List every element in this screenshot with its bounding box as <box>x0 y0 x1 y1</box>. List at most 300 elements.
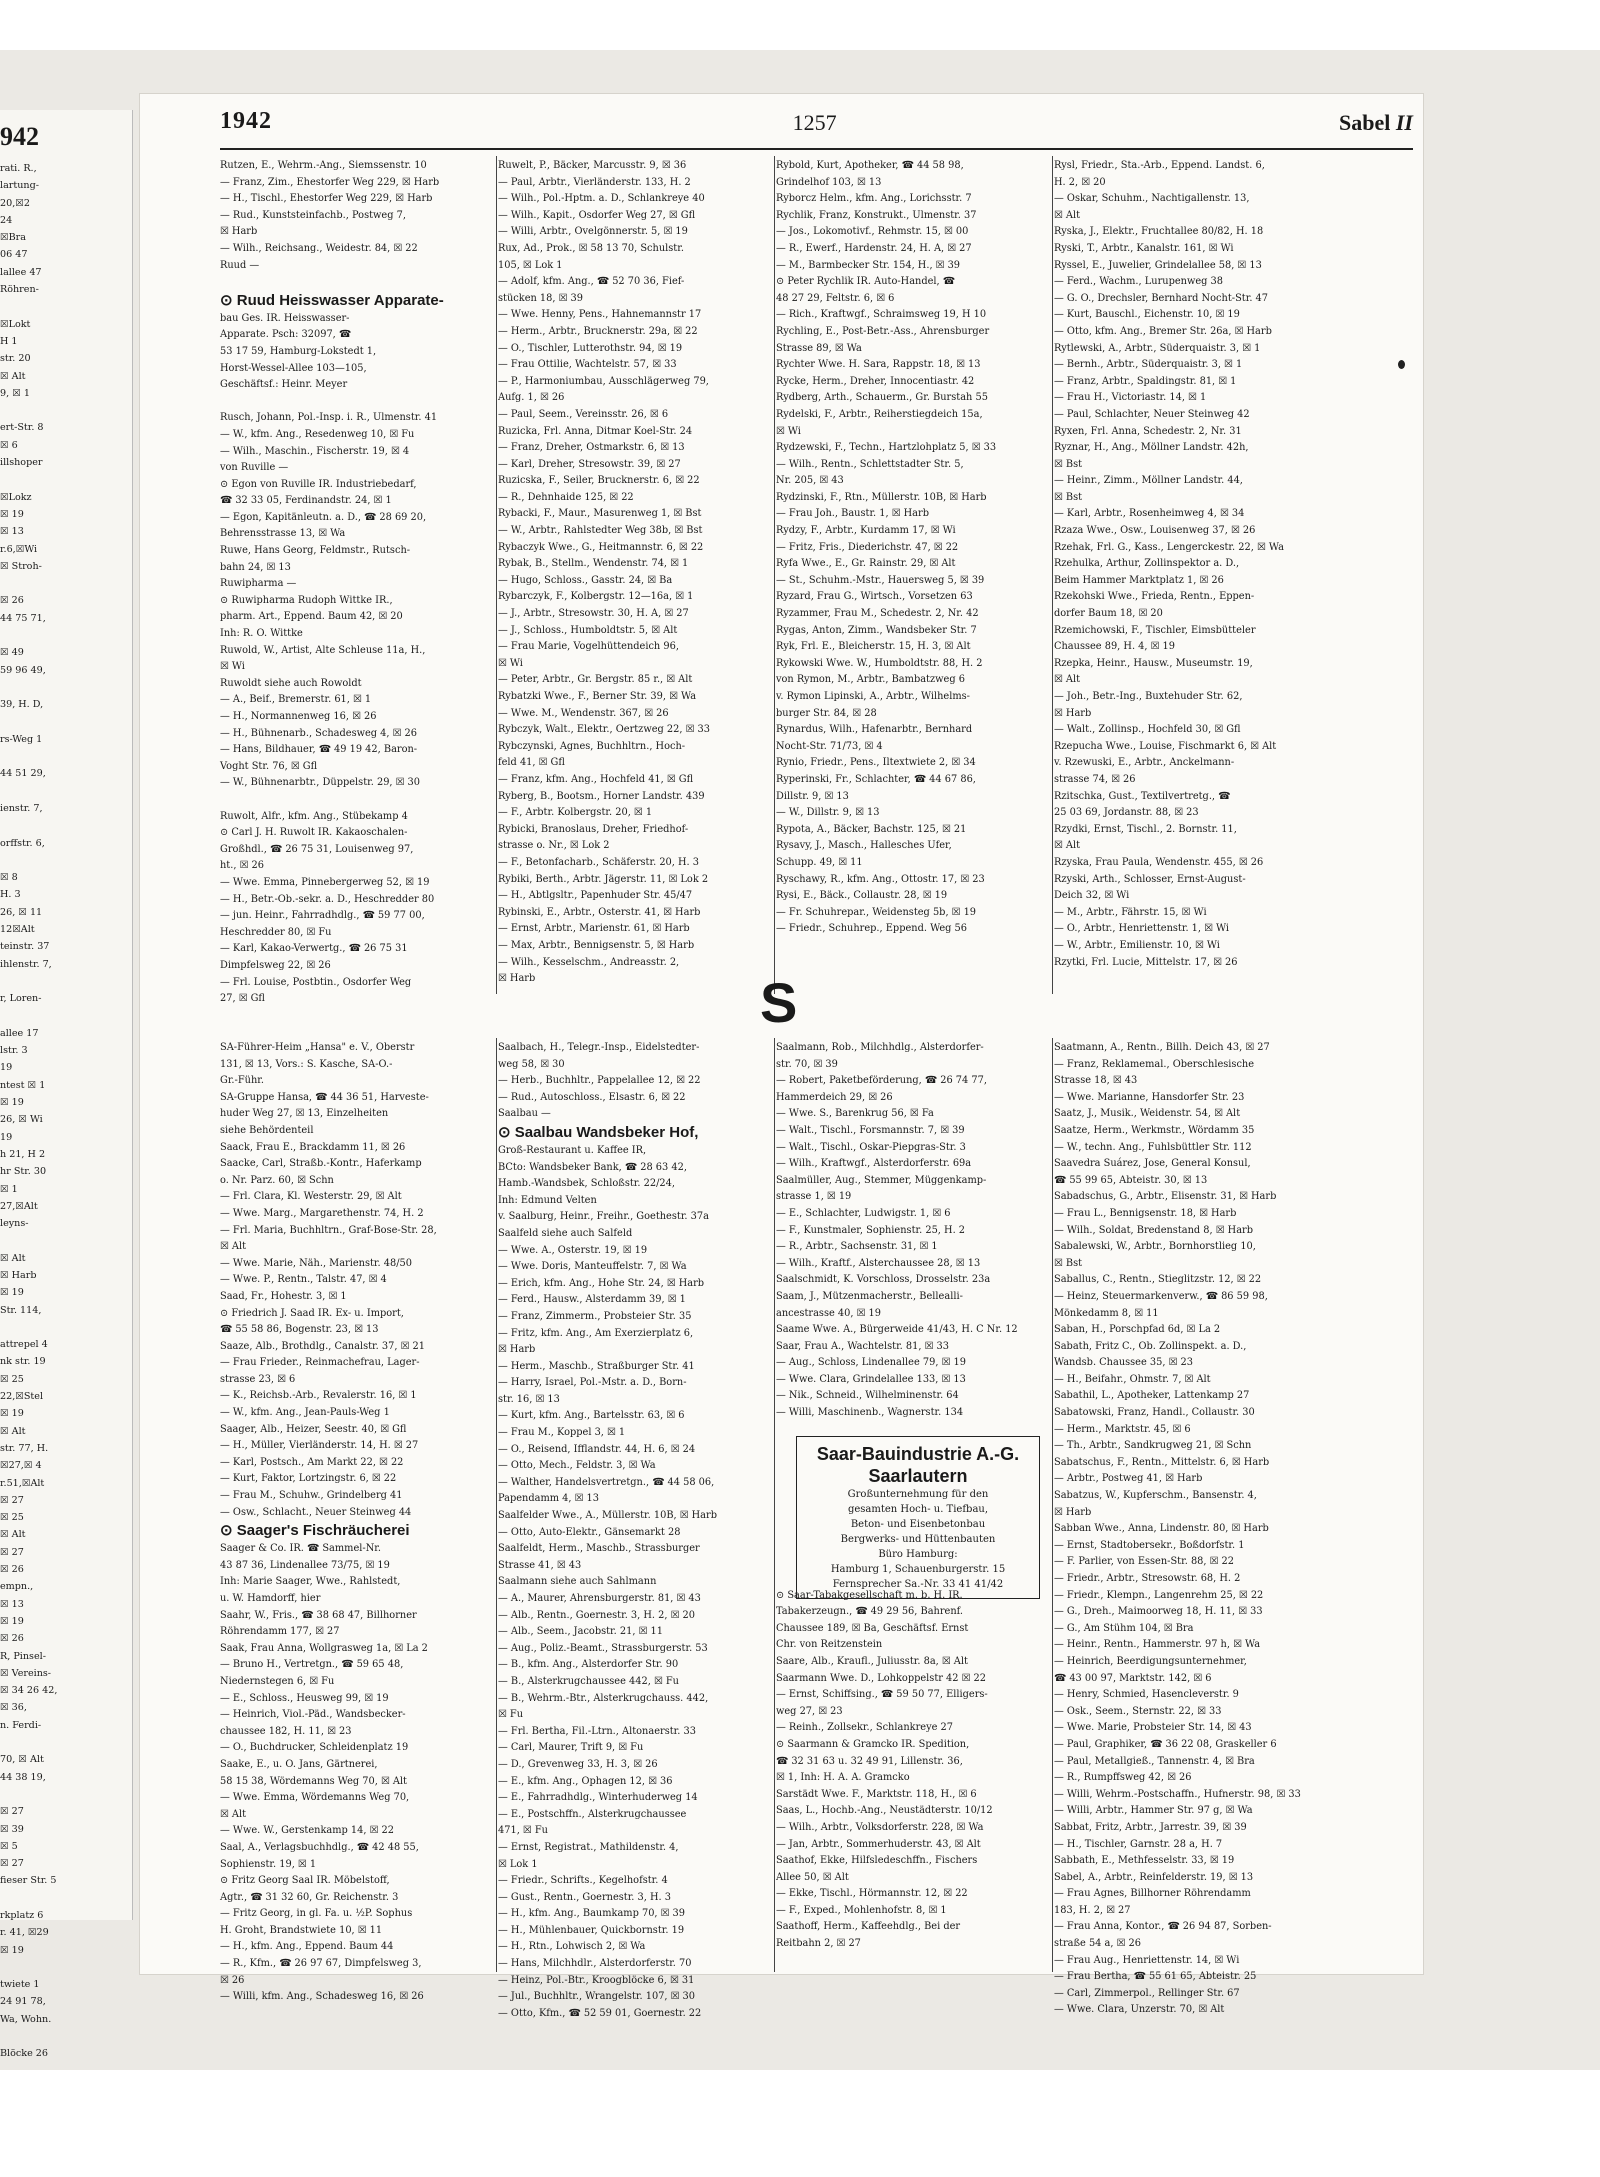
previous-page-line: illshoper <box>0 457 43 469</box>
directory-entry-line: Ryzard, Frau G., Wirtsch., Vorsetzen 63 <box>776 591 973 603</box>
directory-entry-line: Nr. 205, ☒ 43 <box>776 475 844 487</box>
directory-entry-line: Horst-Wessel-Allee 103—105, <box>220 362 367 374</box>
directory-entry-line: — Ferd., Hausw., Alsterdamm 39, ☒ 1 <box>498 1294 686 1306</box>
directory-entry-line: Ruwe, Hans Georg, Feldmstr., Rutsch- <box>220 545 411 557</box>
directory-entry-line: — H., Betr.-Ob.-sekr. a. D., Heschredder 80 <box>220 893 435 905</box>
directory-entry-line: 105, ☒ Lok 1 <box>498 259 563 271</box>
directory-entry-line: Saatze, Herm., Werkmstr., Wördamm 35 <box>1054 1124 1255 1136</box>
previous-page-line <box>0 679 132 696</box>
header-range-roman: II <box>1395 110 1413 135</box>
previous-page-line: 26, ☒ 11 <box>0 906 43 918</box>
directory-entry-line: — Nik., Schneid., Wilhelminenstr. 64 <box>776 1390 959 1402</box>
previous-page-line: ☒ Alt <box>0 1425 26 1437</box>
directory-entry-line: Sabel, A., Arbtr., Reinfelderstr. 19, ☒ 13 <box>1054 1871 1254 1883</box>
directory-entry-line: Rybold, Kurt, Apotheker, ☎ 44 58 98, <box>776 160 964 171</box>
previous-page-line: ☒ 39 <box>0 1823 24 1835</box>
directory-entry-line: Saathoff, Herm., Kaffeehdlg., Bei der <box>776 1921 961 1933</box>
directory-entry-line: Saballus, C., Rentn., Stieglitzstr. 12, ☒ 22 <box>1054 1274 1262 1286</box>
directory-entry-line: — Wilh., Soldat, Bredenstand 8, ☒ Harb <box>1054 1224 1254 1236</box>
directory-entry-line: — O., Buchdrucker, Schleidenplatz 19 <box>220 1742 409 1754</box>
column-divider <box>1052 1038 1053 1972</box>
directory-entry-line: Chaussee 89, H. 4, ☒ 19 <box>1054 641 1176 653</box>
directory-entry-line: — Willi, kfm. Ang., Schadesweg 16, ☒ 26 <box>220 1991 424 2003</box>
previous-page-line: 70, ☒ Alt <box>0 1754 44 1766</box>
previous-page-line: 44 38 19, <box>0 1771 46 1783</box>
previous-page-line: ☒ 26 <box>0 595 24 607</box>
directory-entry-line: — Wwe. Marianne, Hansdorfer Str. 23 <box>1054 1091 1245 1103</box>
directory-entry-line: Rysi, E., Bäck., Collaustr. 28, ☒ 19 <box>776 890 948 902</box>
directory-entry-line: Reitbahn 2, ☒ 27 <box>776 1938 861 1950</box>
directory-entry-line: — W., Arbtr., Rahlstedter Weg 38b, ☒ Bst <box>498 525 703 537</box>
directory-entry-line: — Alb., Rentn., Goernestr. 3, H. 2, ☒ 20 <box>498 1609 695 1621</box>
directory-entry-line: Saalmann siehe auch Sahlmann <box>498 1576 657 1588</box>
directory-entry-line: — Willi, Wehrm.-Postschaffn., Hufnerstr. 98, ☒ 33 <box>1054 1788 1301 1800</box>
directory-entry-line: — R., Ewerf., Hardenstr. 24, H. A, ☒ 27 <box>776 242 972 254</box>
directory-entry-line <box>220 394 488 411</box>
directory-entry-line: — Walt., Tischl., Forsmannstr. 7, ☒ 39 <box>776 1124 965 1136</box>
previous-page-line: ☒ 19 <box>0 1097 24 1109</box>
previous-page-line <box>0 1959 132 1976</box>
previous-page-line: n. Ferdi- <box>0 1719 42 1731</box>
previous-page-line: ☒ 13 <box>0 526 24 538</box>
directory-entry-line: ⊙ Ruwipharma Rudoph Wittke IR., <box>220 594 393 606</box>
directory-entry-line: Rybatzki Wwe., F., Berner Str. 39, ☒ Wa <box>498 691 697 702</box>
previous-page-line <box>0 1786 132 1803</box>
column-bottom-4 <box>1054 1040 1322 2016</box>
directory-entry-line: Saavedra Suárez, Jose, General Konsul, <box>1054 1158 1251 1170</box>
previous-page-line: R, Pinsel- <box>0 1650 46 1662</box>
directory-entry-line: — Henry, Schmied, Hasencleverstr. 9 <box>1054 1689 1239 1701</box>
previous-page-line: ☒ Stroh- <box>0 560 42 572</box>
directory-entry-line: Saatmann, A., Rentn., Billh. Deich 43, ☒ 27 <box>1054 1042 1270 1053</box>
directory-entry-line: Sophienstr. 19, ☒ 1 <box>220 1858 317 1870</box>
directory-entry-line: feld 41, ☒ Gfl <box>498 757 565 769</box>
column-divider <box>496 156 497 994</box>
directory-entry-line: Dimpfelsweg 22, ☒ 26 <box>220 959 331 971</box>
directory-entry-line: ☒ 1, Inh: H. A. A. Gramcko <box>776 1772 910 1784</box>
directory-entry-line: — Frau M., Koppel 3, ☒ 1 <box>498 1427 626 1439</box>
directory-entry-line: — Gust., Rentn., Goernestr. 3, H. 3 <box>498 1891 672 1903</box>
directory-entry-line: Agtr., ☎ 31 32 60, Gr. Reichenstr. 3 <box>220 1891 399 1903</box>
ad-line: gesamten Hoch- u. Tiefbau, <box>847 1504 989 1515</box>
previous-page-line: Röhren- <box>0 284 39 296</box>
directory-entry-line: — Paul, Graphiker, ☎ 36 22 08, Graskeller 6 <box>1054 1738 1277 1750</box>
directory-entry-line: Saalmüller, Aug., Stemmer, Müggenkamp- <box>776 1174 987 1186</box>
ad-line: Großunternehmung für den <box>847 1489 989 1500</box>
directory-entry-line: Sabath, Fritz C., Ob. Zollinspekt. a. D., <box>1054 1340 1247 1352</box>
directory-entry-line: — Peter, Arbtr., Gr. Bergstr. 85 r., ☒ Alt <box>498 674 693 686</box>
directory-entry-line: von Rymon, M., Arbtr., Bambatzweg 6 <box>776 674 965 686</box>
previous-page-line: r. 41, ☒29 <box>0 1927 49 1939</box>
previous-page-line <box>0 852 132 869</box>
directory-entry-line: H. Groht, Brandstwiete 10, ☒ 11 <box>220 1924 383 1936</box>
directory-entry-line: — D., Grevenweg 33, H. 3, ☒ 26 <box>498 1758 658 1770</box>
directory-entry-line: Rydzy, F., Arbtr., Kurdamm 17, ☒ Wi <box>776 525 956 537</box>
directory-entry-line: — H., Bühnenarb., Schadesweg 4, ☒ 26 <box>220 727 418 739</box>
directory-entry-line: Hammerdeich 29, ☒ 26 <box>776 1091 893 1103</box>
ad-line: Hamburg 1, Schauenburgerstr. 15 <box>830 1564 1006 1575</box>
directory-entry-line: Saame Wwe. A., Bürgerweide 41/43, H. C Nr. 12 <box>776 1324 1018 1336</box>
directory-entry-line: chaussee 182, H. 11, ☒ 23 <box>220 1725 352 1737</box>
directory-entry-line: Gr.-Führ. <box>220 1075 264 1087</box>
previous-page-line: str. 20 <box>0 353 31 365</box>
directory-entry-line: — Franz, Arbtr., Spaldingstr. 81, ☒ 1 <box>1054 375 1237 387</box>
header-range <box>1339 110 1413 136</box>
previous-page-line: allee 17 <box>0 1027 39 1039</box>
previous-page-line: 12☒Alt <box>0 924 35 936</box>
directory-entry-line: — Wwe. Doris, Manteuffelstr. 7, ☒ Wa <box>498 1261 687 1273</box>
directory-entry-line: ☒ Bst <box>1054 491 1083 503</box>
directory-entry-line: Saalfeld siehe auch Salfeld <box>498 1227 633 1239</box>
directory-entry-line: Röhrendamm 177, ☒ 27 <box>220 1626 340 1638</box>
directory-entry-line: strasse o. Nr., ☒ Lok 2 <box>498 840 610 852</box>
directory-entry-line: — Reinh., Zollsekr., Schlankreye 27 <box>776 1722 953 1734</box>
directory-entry-line: von Ruville — <box>220 462 289 474</box>
directory-entry-line: — B., Alsterkrugchaussee 442, ☒ Fu <box>498 1675 679 1687</box>
previous-page-line: ☒ 27 <box>0 1858 24 1870</box>
directory-entry-line: ⊙ Saalbau Wandsbeker Hof, <box>498 1123 699 1141</box>
directory-entry-line: — H., Tischler, Garnstr. 28 a, H. 7 <box>1054 1838 1223 1850</box>
directory-entry-line: Saarmann Wwe. D., Lohkoppelstr 42 ☒ 22 <box>776 1672 986 1684</box>
previous-page-line: ☒ 34 26 42, <box>0 1685 58 1697</box>
directory-entry-line: — Karl, Postsch., Am Markt 22, ☒ 22 <box>220 1456 404 1468</box>
previous-page-line: leyns- <box>0 1218 29 1230</box>
directory-entry-line: 183, H. 2, ☒ 27 <box>1054 1904 1131 1916</box>
directory-entry-line: Saaze, Alb., Brothdlg., Canalstr. 37, ☒ 21 <box>220 1340 425 1352</box>
directory-entry-line: — R., Kfm., ☎ 26 97 67, Dimpfelsweg 3, <box>220 1958 422 1970</box>
directory-entry-line: ☒ Alt <box>1054 674 1081 686</box>
directory-entry-line: Rzaza Wwe., Osw., Louisenweg 37, ☒ 26 <box>1054 525 1256 537</box>
previous-page-line: ☒27,☒ 4 <box>0 1460 42 1472</box>
directory-entry-line: — E., Schlachter, Ludwigstr. 1, ☒ 6 <box>776 1207 951 1219</box>
directory-entry-line: Strasse 18, ☒ 43 <box>1054 1075 1138 1087</box>
ad-line: Fernsprecher Sa.-Nr. 33 41 41/42 <box>832 1579 1004 1590</box>
directory-entry-line: — Wwe. Emma, Pinnebergerweg 52, ☒ 19 <box>220 876 430 888</box>
previous-page-lines <box>0 160 132 2063</box>
previous-page-line <box>0 1008 132 1025</box>
directory-entry-line: — F. Parlier, von Essen-Str. 88, ☒ 22 <box>1054 1556 1235 1568</box>
directory-entry-line: — Fritz Georg, in gl. Fa. u. ½P. Sophus <box>220 1908 413 1920</box>
directory-entry-line: dorfer Baum 18, ☒ 20 <box>1054 608 1163 620</box>
directory-entry-line: BCto: Wandsbeker Bank, ☎ 28 63 42, <box>498 1161 687 1173</box>
directory-entry-line: Rynio, Friedr., Pens., Iltextwiete 2, ☒ 34 <box>776 757 976 769</box>
directory-entry-line: — H., kfm. Ang., Eppend. Baum 44 <box>220 1941 394 1953</box>
previous-page-line: lstr. 3 <box>0 1045 28 1057</box>
directory-entry-line: Heschredder 80, ☒ Fu <box>220 926 332 938</box>
directory-entry-line: — Fr. Schuhrepar., Weidensteg 5b, ☒ 19 <box>776 906 977 918</box>
directory-entry-line: — Karl, Dreher, Stresowstr. 39, ☒ 27 <box>498 458 681 470</box>
directory-entry-line: Sabadschus, G., Arbtr., Elisenstr. 31, ☒ Harb <box>1054 1191 1277 1203</box>
directory-entry-line: — H., Mühlenbauer, Quickbornstr. 19 <box>498 1924 685 1936</box>
previous-page-year: 942 <box>0 122 39 151</box>
directory-entry-line: — Frl. Bertha, Fil.-Ltrn., Altonaerstr. 33 <box>498 1725 696 1737</box>
directory-entry-line: — H., kfm. Ang., Baumkamp 70, ☒ 39 <box>498 1908 686 1920</box>
directory-entry-line: v. Saalburg, Heinr., Freihr., Goethestr. 37a <box>498 1211 709 1223</box>
column-top-3 <box>776 158 1044 993</box>
directory-entry-line: Ruwipharma — <box>220 578 297 590</box>
directory-entry-line: Ryborcz Helm., kfm. Ang., Lorichsstr. 7 <box>776 193 972 205</box>
directory-entry-line: Rybczyk, Walt., Elektr., Oertzweg 22, ☒ 33 <box>498 724 710 736</box>
directory-entry-line: Rybicki, Branoslaus, Dreher, Friedhof- <box>498 823 689 835</box>
previous-page-line: ☒ 6 <box>0 439 18 451</box>
previous-page-line: ienstr. 7, <box>0 802 43 814</box>
directory-entry-line: ⊙ Egon von Ruville IR. Industriebedarf, <box>220 478 417 490</box>
directory-entry-line: — Walt., Tischl., Oskar-Piepgras-Str. 3 <box>776 1141 966 1153</box>
ad-title: Saar-Bauindustrie A.-G. <box>816 1444 1020 1464</box>
directory-entry-line: — G., Am Stühm 104, ☒ Bra <box>1054 1622 1194 1634</box>
previous-page-line: h 21, H 2 <box>0 1148 46 1160</box>
directory-entry-line: Saacke, Carl, Straßb.-Kontr., Haferkamp <box>220 1158 422 1170</box>
previous-page-line <box>0 402 132 419</box>
directory-entry-line: — Wwe. S., Barenkrug 56, ☒ Fa <box>776 1108 934 1120</box>
directory-entry-line: Saager, Alb., Heizer, Seestr. 40, ☒ Gfl <box>220 1423 407 1435</box>
directory-entry-line: Saak, Frau Anna, Wollgrasweg 1a, ☒ La 2 <box>220 1642 428 1654</box>
directory-entry-line: — Wwe. Emma, Wördemanns Weg 70, <box>220 1792 410 1804</box>
previous-page-line: 9, ☒ 1 <box>0 387 30 399</box>
directory-entry-line: — Bruno H., Vertretgn., ☎ 59 65 48, <box>220 1659 404 1671</box>
directory-entry-line: ☎ 32 31 63 u. 32 49 91, Lillenstr. 36, <box>776 1755 963 1767</box>
column-bottom-2 <box>498 1040 766 2019</box>
directory-entry-line: — Frau Ottilie, Wachtelstr. 57, ☒ 33 <box>498 359 677 371</box>
previous-page-line: ☒ 19 <box>0 508 24 520</box>
directory-entry-line: Rybarczyk, F., Kolbergstr. 12—16a, ☒ 1 <box>498 591 694 603</box>
directory-entry-line: Ruwelt, P., Bäcker, Marcusstr. 9, ☒ 36 <box>498 160 687 171</box>
previous-page-line <box>0 627 132 644</box>
directory-entry-line: — Fritz, kfm. Ang., Am Exerzierplatz 6, <box>498 1327 694 1339</box>
directory-entry-line: — Bernh., Arbtr., Süderquaistr. 3, ☒ 1 <box>1054 359 1243 371</box>
directory-entry-line: ⊙ Peter Rychlik IR. Auto-Handel, ☎ <box>776 276 955 288</box>
directory-entry-line: — B., kfm. Ang., Alsterdorfer Str. 90 <box>498 1659 679 1671</box>
directory-page <box>140 94 1423 2019</box>
directory-entry-line: Rychlik, Franz, Konstrukt., Ulmenstr. 37 <box>776 209 977 221</box>
directory-entry-line: ⊙ Saager's Fischräucherei <box>220 1522 410 1540</box>
directory-entry-line: — Frau L., Bennigsenstr. 18, ☒ Harb <box>1054 1207 1237 1219</box>
directory-entry-line: Ruwoldt siehe auch Rowoldt <box>220 677 362 689</box>
previous-page-line: ☒ 27 <box>0 1806 24 1818</box>
previous-page-line: 26, ☒ Wi <box>0 1114 43 1126</box>
directory-entry-line: ☒ Alt <box>1054 840 1081 852</box>
directory-entry-line: — F., Exped., Mohlenhofstr. 8, ☒ 1 <box>776 1904 947 1916</box>
directory-entry-line: — K., Reichsb.-Arb., Revalerstr. 16, ☒ 1 <box>220 1390 417 1402</box>
directory-entry-line: — Jos., Lokomotivf., Rehmstr. 15, ☒ 00 <box>776 226 969 238</box>
directory-entry-line: — E., kfm. Ang., Ophagen 12, ☒ 36 <box>498 1775 673 1787</box>
previous-page-line: ☒ 26 <box>0 1633 24 1645</box>
directory-entry-line: — R., Rumpffsweg 42, ☒ 26 <box>1054 1772 1192 1784</box>
directory-entry-line: ☒ Alt <box>220 1808 247 1820</box>
previous-page-line: ☒ Harb <box>0 1270 37 1281</box>
directory-entry-line: — Th., Arbtr., Sandkrugweg 21, ☒ Schn <box>1054 1440 1252 1452</box>
ad-line: Beton- und Eisenbetonbau <box>850 1519 986 1530</box>
directory-entry-line: — H., Abtlgsltr., Papenhuder Str. 45/47 <box>498 890 693 902</box>
previous-page-line: teinstr. 37 <box>0 941 50 953</box>
previous-page-line: lallee 47 <box>0 266 42 278</box>
previous-page-line: ☒ 13 <box>0 1598 24 1610</box>
directory-entry-line: Saad, Fr., Hohestr. 3, ☒ 1 <box>220 1290 347 1302</box>
directory-entry-line: — Paul, Metallgieß., Tannenstr. 4, ☒ Bra <box>1054 1755 1255 1767</box>
column-bottom-1 <box>220 1040 488 2003</box>
directory-entry-line: — Rud., Autoschloss., Elsastr. 6, ☒ 22 <box>498 1091 686 1103</box>
directory-entry-line: ☒ 26 <box>220 1974 245 1986</box>
directory-entry-line: Sabatschus, F., Rentn., Mittelstr. 6, ☒ Harb <box>1054 1456 1270 1468</box>
directory-entry-line: — W., kfm. Ang., Jean-Pauls-Weg 1 <box>220 1407 390 1419</box>
directory-entry-line: Rzyski, Arth., Schlosser, Ernst-August- <box>1054 873 1246 885</box>
directory-entry-line: — H., Rtn., Lohwisch 2, ☒ Wa <box>498 1941 646 1953</box>
column-top-1 <box>220 158 488 1005</box>
previous-page-line: r.51,☒Alt <box>0 1477 45 1489</box>
previous-page-line: ☒ 25 <box>0 1373 24 1385</box>
directory-entry-line: Rzydki, Ernst, Tischl., 2. Bornstr. 11, <box>1054 823 1237 835</box>
directory-entry-line: ⊙ Fritz Georg Saal IR. Möbelstoff, <box>220 1875 390 1887</box>
directory-entry-line: Rybczynski, Agnes, Buchhltrn., Hoch- <box>498 740 686 752</box>
directory-entry-line: — Heinr., Zimm., Möllner Landstr. 44, <box>1054 475 1243 487</box>
column-divider <box>774 1038 775 1972</box>
directory-entry-line: — M., Arbtr., Fährstr. 15, ☒ Wi <box>1054 906 1207 918</box>
header-page-number: 1257 <box>792 110 837 135</box>
directory-entry-line: — Fritz, Fris., Diederichstr. 47, ☒ 22 <box>776 541 959 553</box>
directory-entry-line: Ryfa Wwe., E., Gr. Rainstr. 29, ☒ Alt <box>776 558 956 570</box>
previous-page-line: ☒ 26 <box>0 1564 24 1576</box>
directory-entry-line: — Wwe. W., Gerstenkamp 14, ☒ 22 <box>220 1825 394 1837</box>
directory-entry-line: — Friedr., Schrifts., Kegelhofstr. 4 <box>498 1875 668 1887</box>
directory-entry-line: — Aug., Schloss, Lindenallee 79, ☒ 19 <box>776 1357 966 1369</box>
directory-entry-line: Sabatzus, W., Kupferschm., Bansenstr. 4, <box>1054 1490 1257 1502</box>
directory-entry-line: — Franz, Dreher, Ostmarkstr. 6, ☒ 13 <box>498 442 685 454</box>
previous-page-line: lartung- <box>0 180 39 192</box>
previous-page-line: ☒ 27 <box>0 1494 24 1506</box>
directory-entry-line: — Ernst, Arbtr., Marienstr. 61, ☒ Harb <box>498 923 690 935</box>
directory-entry-line: Chaussee 189, ☒ Ba, Geschäftsf. Ernst <box>776 1622 969 1634</box>
previous-page-line: ☒ Alt <box>0 1252 26 1264</box>
header-year: 1942 <box>220 108 272 134</box>
column-top-2 <box>498 158 766 993</box>
directory-entry-line: str. 70, ☒ 39 <box>776 1058 838 1070</box>
ad-line: Bergwerks- und Hüttenbauten <box>840 1534 996 1545</box>
directory-entry-line: — Aug., Poliz.-Beamt., Strassburgerstr. 53 <box>498 1642 708 1654</box>
directory-entry-line: Voght Str. 76, ☒ Gfl <box>220 760 318 772</box>
directory-entry-line: — R., Dehnhaide 125, ☒ 22 <box>498 491 634 503</box>
directory-entry-line: Rzytki, Frl. Lucie, Mittelstr. 17, ☒ 26 <box>1054 956 1238 968</box>
directory-entry-line: — Herm., Maschb., Straßburger Str. 41 <box>498 1360 695 1372</box>
directory-entry-line: — Heinz, Steuermarkenverw., ☎ 86 59 98, <box>1054 1290 1268 1302</box>
directory-entry-line: Saalfeldt, Herm., Maschb., Strassburger <box>498 1543 700 1555</box>
directory-entry-line: Saalfelder Wwe., A., Müllerstr. 10B, ☒ Harb <box>498 1510 717 1522</box>
directory-entry-line: Rzitschka, Gust., Textilvertretg., ☎ <box>1054 790 1231 802</box>
directory-entry-line: — Hans, Bildhauer, ☎ 49 19 42, Baron- <box>220 744 418 756</box>
directory-entry-line: ☒ Wi <box>776 425 801 437</box>
directory-entry-line: Rzehak, Frl. G., Kass., Lengerckestr. 22, ☒ Wa <box>1054 541 1284 553</box>
previous-page-line: ☒ 1 <box>0 1183 18 1195</box>
directory-entry-line: Sarstädt Wwe. F., Marktstr. 118, H., ☒ 6 <box>776 1788 977 1800</box>
directory-entry-line: — Heinrich, Viol.-Päd., Wandsbecker- <box>220 1709 406 1721</box>
directory-entry-line: — Hugo, Schloss., Gasstr. 24, ☒ Ba <box>498 574 673 586</box>
previous-page-line: str. 77, H. <box>0 1442 49 1454</box>
previous-page-line: ☒ 5 <box>0 1840 18 1852</box>
directory-entry-line: — Joh., Betr.-Ing., Buxtehuder Str. 62, <box>1054 691 1243 702</box>
previous-page-line: ☒ 19 <box>0 1287 24 1299</box>
directory-entry-line: 471, ☒ Fu <box>498 1825 548 1837</box>
previous-page-line: ihlenstr. 7, <box>0 958 52 970</box>
directory-entry-line: — Frau Frieder., Reinmachefrau, Lager- <box>220 1357 420 1369</box>
previous-page-line <box>0 1890 132 1907</box>
directory-entry-line: Beim Hammer Marktplatz 1, ☒ 26 <box>1054 574 1224 586</box>
directory-entry-line: Ryzammer, Frau M., Schedestr. 2, Nr. 42 <box>776 608 979 620</box>
directory-entry-line: ☒ Harb <box>220 226 258 238</box>
previous-page-line: empn., <box>0 1581 34 1593</box>
directory-entry-line: — E., Fahrradhdlg., Winterhuderweg 14 <box>498 1792 698 1804</box>
directory-entry-line: — Egon, Kapitänleutn. a. D., ☎ 28 69 20, <box>220 511 427 523</box>
directory-entry-line: — Otto, Mech., Feldstr. 3, ☒ Wa <box>498 1460 656 1472</box>
directory-entry-line: 58 15 38, Wördemanns Weg 70, ☒ Alt <box>220 1775 407 1787</box>
directory-entry-line: Rzemichowski, F., Tischler, Eimsbütteler <box>1054 624 1256 636</box>
directory-entry-line: Inh: R. O. Wittke <box>220 628 303 640</box>
directory-entry-line: Geschäftsf.: Heinr. Meyer <box>220 379 348 391</box>
directory-entry-line: — Otto, Auto-Elektr., Gänsemarkt 28 <box>498 1526 681 1538</box>
directory-entry-line: — Osw., Schlacht., Neuer Steinweg 44 <box>220 1506 412 1518</box>
directory-entry-line: Saam, J., Mützenmacherstr., Bellealli- <box>776 1290 963 1302</box>
directory-entry-line: ⊙ Saarmann & Gramcko IR. Spedition, <box>776 1738 970 1750</box>
directory-entry-line: Ryberg, B., Bootsm., Horner Landstr. 439 <box>498 790 705 802</box>
directory-entry-line: — Frl. Louise, Postbtin., Osdorfer Weg <box>220 976 412 988</box>
previous-page-line <box>0 973 132 990</box>
previous-page-line: ☒ 8 <box>0 872 18 884</box>
previous-page-line: 44 51 29, <box>0 768 46 780</box>
directory-entry-line: Rux, Ad., Prok., ☒ 58 13 70, Schulstr. <box>498 242 684 254</box>
directory-entry-line: ht., ☒ 26 <box>220 860 264 872</box>
directory-entry-line: Saahr, W., Fris., ☎ 38 68 47, Billhorner <box>220 1609 417 1621</box>
previous-page-line: H 1 <box>0 335 18 347</box>
directory-entry-line: — Wwe. P., Rentn., Talstr. 47, ☒ 4 <box>220 1274 387 1286</box>
directory-entry-line: Saager & Co. IR. ☎ Sammel-Nr. <box>220 1543 382 1555</box>
previous-page-line: Blöcke 26 <box>0 2048 49 2060</box>
previous-page-line: ☒ 49 <box>0 647 24 659</box>
directory-entry-line: Rypota, A., Bäcker, Bachstr. 125, ☒ 21 <box>776 823 967 835</box>
directory-entry-line: — Carl, Maurer, Trift 9, ☒ Fu <box>498 1742 644 1754</box>
directory-entry-line: ☒ Bst <box>1054 458 1083 470</box>
directory-entry-line: — Wilh., Kapit., Osdorfer Weg 27, ☒ Gfl <box>498 209 696 221</box>
directory-entry-line: — Frau H., Victoriastr. 14, ☒ 1 <box>1054 392 1207 404</box>
directory-entry-line: Strasse 41, ☒ 43 <box>498 1559 582 1571</box>
directory-entry-line: — Rich., Kraftwgf., Schraimsweg 19, H 10 <box>776 309 987 321</box>
previous-page-line <box>0 471 132 488</box>
directory-entry-line: — M., Barmbecker Str. 154, H., ☒ 39 <box>776 259 961 271</box>
directory-entry-line: — Max, Arbtr., Bennigsenstr. 5, ☒ Harb <box>498 939 695 951</box>
directory-entry-line: Tabakerzeugn., ☎ 49 29 56, Bahrenf. <box>776 1606 964 1618</box>
directory-entry-line: SA-Gruppe Hansa, ☎ 44 36 51, Harveste- <box>220 1091 429 1103</box>
directory-entry-line: Ryski, T., Arbtr., Kanalstr. 161, ☒ Wi <box>1054 242 1234 254</box>
directory-entry-line: — Herm., Marktstr. 45, ☒ 6 <box>1054 1423 1191 1435</box>
previous-page-line: 22,☒Stel <box>0 1391 44 1403</box>
directory-entry-line: — Franz, Reklamemal., Oberschlesische <box>1054 1058 1255 1070</box>
punch-mark <box>1398 360 1405 369</box>
directory-entry-line: — B., Wehrm.-Btr., Alsterkrugchauss. 442, <box>498 1692 709 1704</box>
directory-entry-line: — O., Tischler, Lutterothstr. 94, ☒ 19 <box>498 342 683 354</box>
previous-page-line: Str. 114, <box>0 1304 42 1316</box>
directory-entry-line: — Franz, Zimmerm., Probsteier Str. 35 <box>498 1310 692 1322</box>
previous-page-line <box>0 1232 132 1249</box>
previous-page-line: 19 <box>0 1062 13 1074</box>
advertisement-box <box>796 1436 1040 1599</box>
directory-entry-line: — E., Schloss., Heusweg 99, ☒ 19 <box>220 1692 389 1704</box>
directory-entry-line: — Wwe. Clara, Grindelallee 133, ☒ 13 <box>776 1373 966 1385</box>
directory-entry-line: Saalbach, H., Telegr.-Insp., Eidelstedter- <box>498 1042 700 1053</box>
previous-page-line <box>0 298 132 315</box>
directory-entry-line: — W., Arbtr., Emilienstr. 10, ☒ Wi <box>1054 939 1220 951</box>
previous-page-line: 59 96 49, <box>0 664 46 676</box>
directory-entry-line: — Erich, kfm. Ang., Hohe Str. 24, ☒ Harb <box>498 1277 705 1289</box>
previous-page-line: ☒ 19 <box>0 1944 24 1956</box>
directory-entry-line: — Karl, Kakao-Verwertg., ☎ 26 75 31 <box>220 943 408 955</box>
directory-entry-line: 53 17 59, Hamburg-Lokstedt 1, <box>220 345 377 357</box>
